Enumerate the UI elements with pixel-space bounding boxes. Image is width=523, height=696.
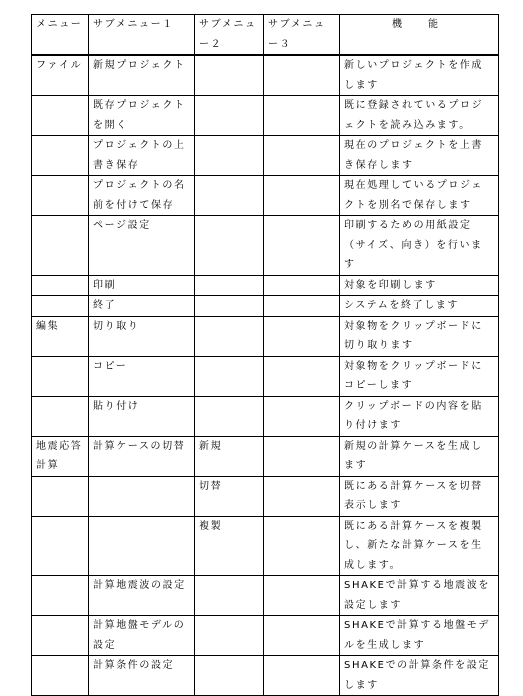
table-row (32, 436, 499, 476)
cell-submenu-3 (264, 516, 340, 576)
cell-submenu-2 (195, 96, 264, 136)
cell-submenu-2 (195, 656, 264, 696)
header-menu: メニュー (32, 15, 89, 56)
cell-submenu-3 (264, 136, 340, 176)
cell-submenu-1: 既存プロジェクトを開く (89, 96, 195, 136)
cell-function: 対象物をクリップボードにコピーします (340, 356, 499, 396)
cell-function: SHAKEでの計算条件を設定します (340, 656, 499, 696)
table-row (32, 296, 499, 317)
cell-submenu-1: 終了 (89, 296, 195, 317)
cell-submenu-2 (195, 55, 264, 96)
table-row (32, 136, 499, 176)
cell-function: 新しいプロジェクトを作成します (340, 55, 499, 96)
cell-submenu-1: 計算ケースの切替 (89, 436, 195, 476)
cell-menu (32, 356, 89, 396)
cell-submenu-1: コピー (89, 356, 195, 396)
cell-function: 対象を印刷します (340, 275, 499, 296)
cell-submenu-1: 計算地震波の設定 (89, 576, 195, 616)
cell-submenu-1: 計算地盤モデルの設定 (89, 616, 195, 656)
header-submenu-1: サブメニュー１ (89, 15, 195, 56)
cell-submenu-2 (195, 136, 264, 176)
table-row (32, 356, 499, 396)
table-row (32, 616, 499, 656)
cell-menu (32, 216, 89, 276)
table-row (32, 55, 499, 96)
cell-function: 既にある計算ケースを切替表示します (340, 476, 499, 516)
cell-submenu-1: 印刷 (89, 275, 195, 296)
menu-function-table (31, 14, 499, 696)
cell-function: 対象物をクリップボードに切り取ります (340, 316, 499, 356)
cell-function: SHAKEで計算する地盤モデルを生成します (340, 616, 499, 656)
cell-submenu-2 (195, 396, 264, 436)
cell-submenu-1 (89, 516, 195, 576)
cell-submenu-3 (264, 476, 340, 516)
cell-function: SHAKEで計算する地震波を設定します (340, 576, 499, 616)
cell-submenu-3 (264, 356, 340, 396)
cell-function: 現在処理しているプロジェクトを別名で保存します (340, 176, 499, 216)
cell-function: クリップボードの内容を貼り付けます (340, 396, 499, 436)
cell-submenu-2 (195, 296, 264, 317)
cell-submenu-1: 貼り付け (89, 396, 195, 436)
cell-menu (32, 136, 89, 176)
table-row (32, 316, 499, 356)
table-row (32, 216, 499, 276)
cell-function: システムを終了します (340, 296, 499, 317)
cell-menu (32, 296, 89, 317)
cell-submenu-3 (264, 396, 340, 436)
cell-submenu-2: 新規 (195, 436, 264, 476)
cell-function: 既に登録されているプロジェクトを読み込みます。 (340, 96, 499, 136)
cell-menu (32, 616, 89, 656)
cell-submenu-3 (264, 296, 340, 317)
cell-menu (32, 96, 89, 136)
cell-submenu-1: ページ設定 (89, 216, 195, 276)
cell-submenu-3 (264, 616, 340, 656)
cell-submenu-2 (195, 216, 264, 276)
cell-submenu-3 (264, 656, 340, 696)
cell-menu (32, 176, 89, 216)
cell-submenu-2 (195, 576, 264, 616)
table-row (32, 476, 499, 516)
cell-menu (32, 476, 89, 516)
cell-function: 現在のプロジェクトを上書き保存します (340, 136, 499, 176)
table-row (32, 656, 499, 696)
table-row (32, 516, 499, 576)
table-row (32, 275, 499, 296)
cell-menu (32, 516, 89, 576)
cell-menu: 編集 (32, 316, 89, 356)
table-row (32, 176, 499, 216)
cell-submenu-1: プロジェクトの上書き保存 (89, 136, 195, 176)
cell-function: 印刷するための用紙設定（サイズ、向き）を行います (340, 216, 499, 276)
cell-submenu-3 (264, 576, 340, 616)
cell-menu: ファイル (32, 55, 89, 96)
header-submenu-3: サブメニュー３ (264, 15, 340, 56)
cell-submenu-1 (89, 476, 195, 516)
table-row (32, 96, 499, 136)
cell-submenu-2 (195, 356, 264, 396)
cell-submenu-1: 計算条件の設定 (89, 656, 195, 696)
table-body (32, 55, 499, 696)
cell-submenu-3 (264, 216, 340, 276)
cell-submenu-1: 新規プロジェクト (89, 55, 195, 96)
cell-submenu-3 (264, 275, 340, 296)
table-row (32, 576, 499, 616)
cell-menu (32, 656, 89, 696)
cell-menu (32, 396, 89, 436)
cell-submenu-2: 複製 (195, 516, 264, 576)
cell-submenu-2 (195, 616, 264, 656)
table-row (32, 396, 499, 436)
cell-submenu-1: プロジェクトの名前を付けて保存 (89, 176, 195, 216)
cell-submenu-3 (264, 176, 340, 216)
cell-submenu-2 (195, 275, 264, 296)
cell-submenu-2 (195, 316, 264, 356)
header-function: 機 能 (340, 15, 499, 56)
cell-submenu-2 (195, 176, 264, 216)
cell-submenu-2: 切替 (195, 476, 264, 516)
cell-function: 新規の計算ケースを生成します (340, 436, 499, 476)
cell-menu (32, 275, 89, 296)
cell-menu: 地震応答計算 (32, 436, 89, 476)
cell-submenu-1: 切り取り (89, 316, 195, 356)
header-submenu-2: サブメニュー２ (195, 15, 264, 56)
cell-submenu-3 (264, 436, 340, 476)
cell-submenu-3 (264, 316, 340, 356)
cell-submenu-3 (264, 96, 340, 136)
header-row (32, 15, 499, 56)
cell-menu (32, 576, 89, 616)
cell-submenu-3 (264, 55, 340, 96)
cell-function: 既にある計算ケースを複製し、新たな計算ケースを生成します。 (340, 516, 499, 576)
